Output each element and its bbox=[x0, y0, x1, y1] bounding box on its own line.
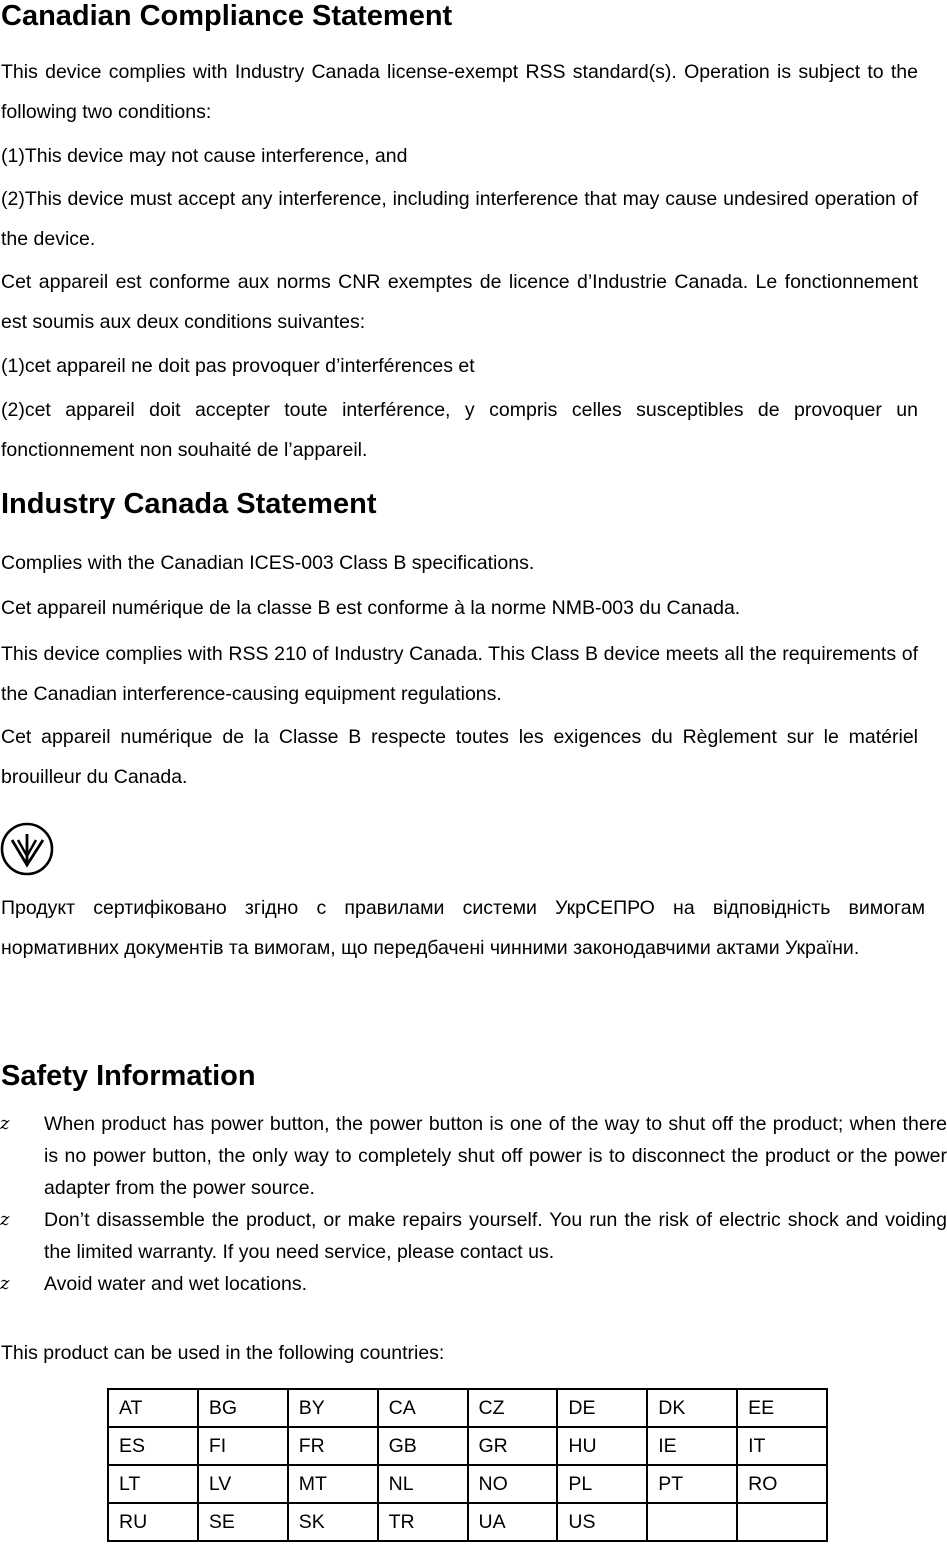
country-cell: PL bbox=[557, 1465, 647, 1503]
table-row bbox=[108, 1465, 827, 1503]
country-cell: HU bbox=[557, 1427, 647, 1465]
bullet-marker-icon: z bbox=[0, 1209, 10, 1230]
country-cell: CA bbox=[378, 1389, 468, 1427]
country-cell: CZ bbox=[468, 1389, 558, 1427]
safety-bullet-text: Don’t disassemble the product, or make repairs yourself. You run the risk of electric shock and voiding the limited warranty. If you need service, please contact us. bbox=[44, 1209, 947, 1263]
country-cell: EE bbox=[737, 1389, 827, 1427]
canadian-compliance-paragraph-3: (2)This device must accept any interference, including interference that may cause undesired operation of the device. bbox=[1, 188, 918, 250]
country-cell: RO bbox=[737, 1465, 827, 1503]
country-cell bbox=[647, 1503, 737, 1541]
table-row bbox=[108, 1427, 827, 1465]
country-cell: FR bbox=[288, 1427, 378, 1465]
safety-information-heading: Safety Information bbox=[1, 1060, 256, 1092]
country-cell: BY bbox=[288, 1389, 378, 1427]
country-cell: LV bbox=[198, 1465, 288, 1503]
country-cell: MT bbox=[288, 1465, 378, 1503]
safety-bullet-text: Avoid water and wet locations. bbox=[44, 1273, 308, 1295]
industry-canada-paragraph-1: Complies with the Canadian ICES-003 Class B specifications. bbox=[1, 552, 535, 574]
country-cell: GB bbox=[378, 1427, 468, 1465]
country-cell: DK bbox=[647, 1389, 737, 1427]
canadian-compliance-heading: Canadian Compliance Statement bbox=[1, 0, 453, 32]
country-cell: NO bbox=[468, 1465, 558, 1503]
industry-canada-paragraph-2: Cet appareil numérique de la classe B est conforme à la norme NMB-003 du Canada. bbox=[1, 597, 741, 619]
canadian-compliance-paragraph-1: This device complies with Industry Canada license-exempt RSS standard(s). Operation is subject to the following two conditions: bbox=[1, 61, 918, 123]
industry-canada-paragraph-3: This device complies with RSS 210 of Industry Canada. This Class B device meets all the requirements of the Canadian interference-causing equipment regulations. bbox=[1, 643, 918, 705]
safety-bullet-text: When product has power button, the power button is one of the way to shut off the product; when there is no power button, the only way to completely shut off power is to disconnect the product or the power adapter from the power source. bbox=[44, 1113, 947, 1199]
country-cell: US bbox=[557, 1503, 647, 1541]
countries-intro: This product can be used in the following countries: bbox=[1, 1342, 445, 1364]
country-cell: SE bbox=[198, 1503, 288, 1541]
country-cell: TR bbox=[378, 1503, 468, 1541]
industry-canada-paragraph-4: Cet appareil numérique de la Classe B respecte toutes les exigences du Règlement sur le matériel brouilleur du Canada. bbox=[1, 726, 918, 788]
safety-bullet-item bbox=[0, 1204, 947, 1268]
canadian-compliance-paragraph-6: (2)cet appareil doit accepter toute interférence, y compris celles susceptibles de provoquer un fonctionnement non souhaité de l’appareil. bbox=[1, 399, 918, 461]
country-cell: DE bbox=[557, 1389, 647, 1427]
safety-bullet-item bbox=[0, 1108, 947, 1204]
country-cell: AT bbox=[108, 1389, 198, 1427]
canadian-compliance-paragraph-2: (1)This device may not cause interference, and bbox=[1, 145, 408, 167]
table-row bbox=[108, 1503, 827, 1541]
country-cell: ES bbox=[108, 1427, 198, 1465]
canadian-compliance-paragraph-5: (1)cet appareil ne doit pas provoquer d’interférences et bbox=[1, 355, 475, 377]
safety-bullet-list bbox=[0, 1108, 947, 1300]
industry-canada-heading: Industry Canada Statement bbox=[1, 488, 377, 520]
country-cell: IE bbox=[647, 1427, 737, 1465]
country-cell: FI bbox=[198, 1427, 288, 1465]
country-cell: LT bbox=[108, 1465, 198, 1503]
safety-bullet-item bbox=[0, 1268, 947, 1300]
ukraine-certification-text: Продукт сертифіковано згідно с правилами системи УкрСЕПРО на відповідність вимогам нормативних документів та вимогам, що передбачені чинними законодавчими актами України. bbox=[1, 897, 925, 959]
canadian-compliance-paragraph-4: Cet appareil est conforme aux norms CNR exemptes de licence d’Industrie Canada. Le fonctionnement est soumis aux deux conditions suivantes: bbox=[1, 271, 918, 333]
country-cell: IT bbox=[737, 1427, 827, 1465]
country-cell: SK bbox=[288, 1503, 378, 1541]
country-cell: NL bbox=[378, 1465, 468, 1503]
country-cell: UA bbox=[468, 1503, 558, 1541]
country-cell: BG bbox=[198, 1389, 288, 1427]
table-row bbox=[108, 1389, 827, 1427]
bullet-marker-icon: z bbox=[0, 1273, 10, 1294]
country-cell: PT bbox=[647, 1465, 737, 1503]
country-cell bbox=[737, 1503, 827, 1541]
ukrsepro-mark-icon bbox=[0, 820, 56, 878]
country-cell: GR bbox=[468, 1427, 558, 1465]
countries-table bbox=[107, 1388, 828, 1542]
country-cell: RU bbox=[108, 1503, 198, 1541]
bullet-marker-icon: z bbox=[0, 1113, 10, 1134]
